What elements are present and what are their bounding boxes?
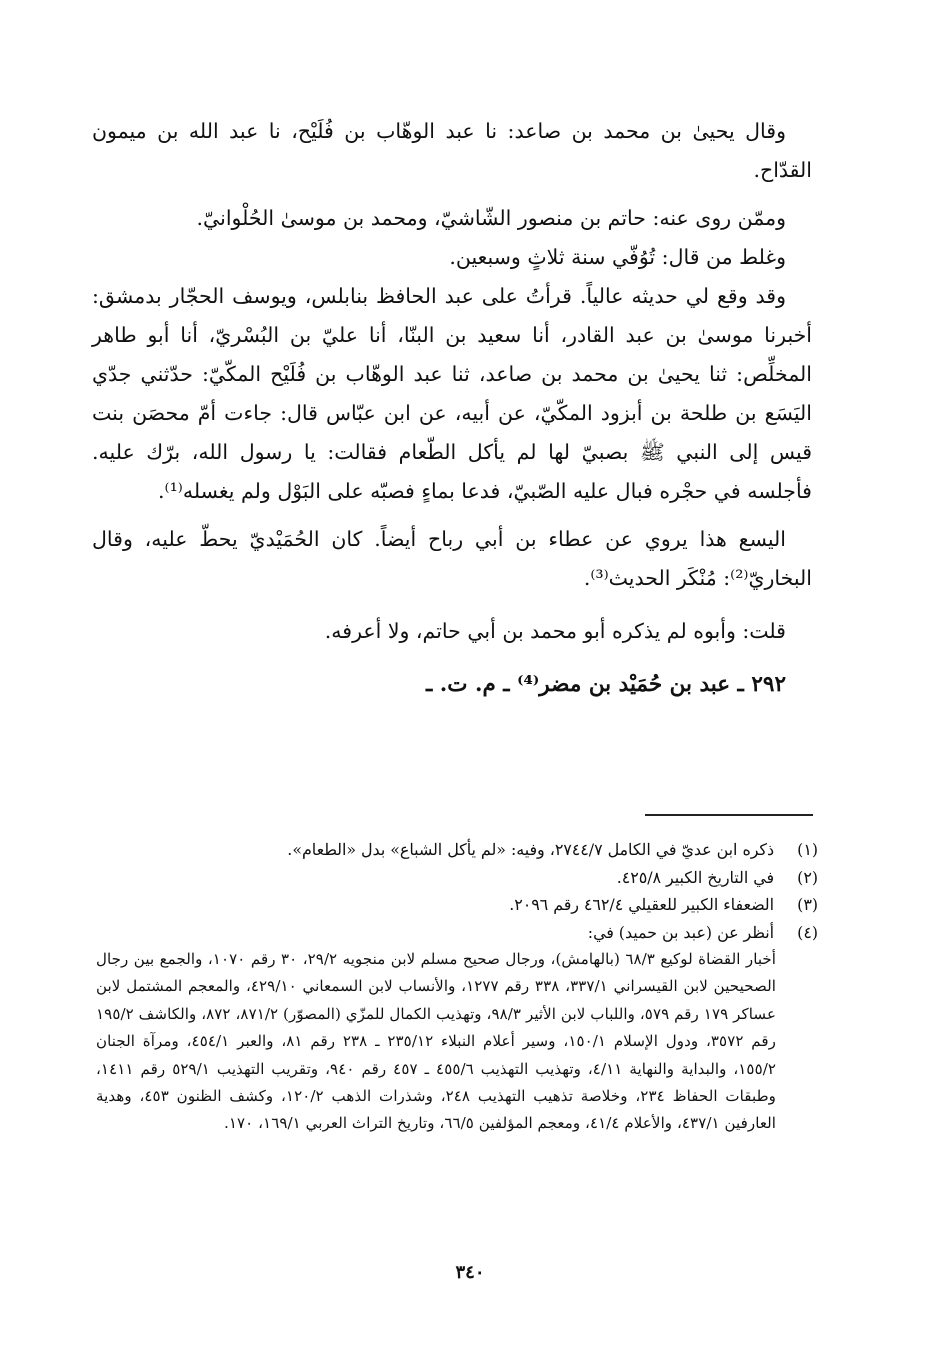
footnote-4-sources: أخبار القضاة لوكيع ٦٨/٣ (بالهامش)، ورجال صحيح مسلم لابن منجويه ٢٩/٢، ٣٠ رقم ١٠٧٠، والجمع بين رجال الصحيحين لابن القيسراني ٣٣٧/١، ٣٣٨ رقم ١٢٧٧، والأنساب لابن السمعاني ٤٢٩/١٠، والمعجم المشتمل لابن عساكر ١٧٩ رقم ٥٧٩، واللباب لابن الأثير ٩٨/٣، وتهذيب الكمال للمزّي (المصوّر) ٨٧١/٢، ٨٧٢، والكاشف ١٩٥/٢ رقم ٣٥٧٢، ودول الإسلام ١٥٠/١، وسير أعلام النبلاء ٢٣٥/١٢ ـ ٢٣٨ رقم ٨١، والعبر ٤٥٤/١، ومرآة الجنان ١٥٥/٢، والبداية والنهاية ٤/١١، وتهذيب التهذيب ٤٥٥/٦ ـ ٤٥٧ رقم ٩٤٠، وتقريب التهذيب ٥٢٩/١ رقم ١٤١١، وطبقات الحفاظ ٢٣٤، وخلاصة تذهيب التهذيب ٢٤٨، وشذرات الذهب ١٢٠/٢، وكشف الظنون ٤٥٣، وهدية العارفين ٤٣٧/١، والأعلام ٤١/٤، ومعجم المؤلفين ٦٦/٥، وتاريخ التراث العربي ١٦٩/١، ١٧٠. [96,950,777,1133]
entry-heading: ٢٩٢ ـ عبد بن حُمَيْد بن مضر⁽⁴⁾ ـ م. ت. ـ [426,672,786,697]
footnote-item [96,864,818,892]
paragraph-1: وقال يحيىٰ بن محمد بن صاعد: نا عبد الوهّاب بن فُلَيْح، نا عبد الله بن ميمون القدّاح. [92,119,812,182]
main-text [92,112,812,704]
footnote-item [96,891,818,919]
footnote-separator [645,814,813,816]
footnote-number: (٤) [797,922,818,942]
footnote-item [96,836,818,864]
footnote-number: (٢) [797,867,818,887]
paragraph-4: وقد وقع لي حديثه عالياً. قرأتُ على عبد الحافظ بنابلس، ويوسف الحجّار بدمشق: أخبرنا موسىٰ بن عبد القادر، أنا سعيد بن البنّا، أنا عليّ بن البُسْريّ، أنا أبو طاهر المخلِّص: ثنا يحيىٰ بن محمد بن صاعد، ثنا عبد الوهّاب بن فُلَيْح المكّيّ: حدّثني جدّي اليَسَع بن طلحة بن أبزود المكّيّ، عن أبيه، عن ابن عبّاس قال: جاءت أمّ محصَن بنت قيس إلى النبي ﷺ بصبيّ لها لم يأكل الطّعام فقالت: يا رسول الله، برّك عليه. فأجلسه في حجْره فبال عليه الصّبيّ، فدعا بماءٍ فصبّه على البَوْل ولم يغسله⁽¹⁾. [92,284,812,503]
footnote-text: في التاريخ الكبير ٤٢٥/٨. [616,867,774,887]
footnote-text: الضعفاء الكبير للعقيلي ٤٦٢/٤ رقم ٢٠٩٦. [509,895,774,914]
footnote-item [96,919,818,947]
page-number: ٣٤٠ [455,1262,485,1283]
paragraph-2: وممّن روى عنه: حاتم بن منصور الشّاشيّ، ومحمد بن موسىٰ الحُلْوانيّ. [196,206,786,230]
footnote-number: (١) [797,840,818,859]
footnote-text: ذكره ابن عديّ في الكامل ٢٧٤٤/٧، وفيه: «لم يأكل الشباع» بدل «الطعام». [287,840,774,859]
paragraph-5: اليسع هذا يروي عن عطاء بن أبي رباح أيضاً. كان الحُمَيْديّ يحطّ عليه، وقال البخاريّ⁽²⁾: مُنْكَر الحديث⁽³⁾. [92,527,812,590]
footnotes [96,836,818,1138]
footnote-text: أنظر عن (عبد بن حميد) في: [587,922,774,942]
paragraph-3: وغلط من قال: تُوُفّي سنة ثلاثٍ وسبعين. [449,245,786,269]
paragraph-6: قلت: وأبوه لم يذكره أبو محمد بن أبي حاتم، ولا أعرفه. [324,619,786,643]
footnote-number: (٣) [797,895,818,914]
